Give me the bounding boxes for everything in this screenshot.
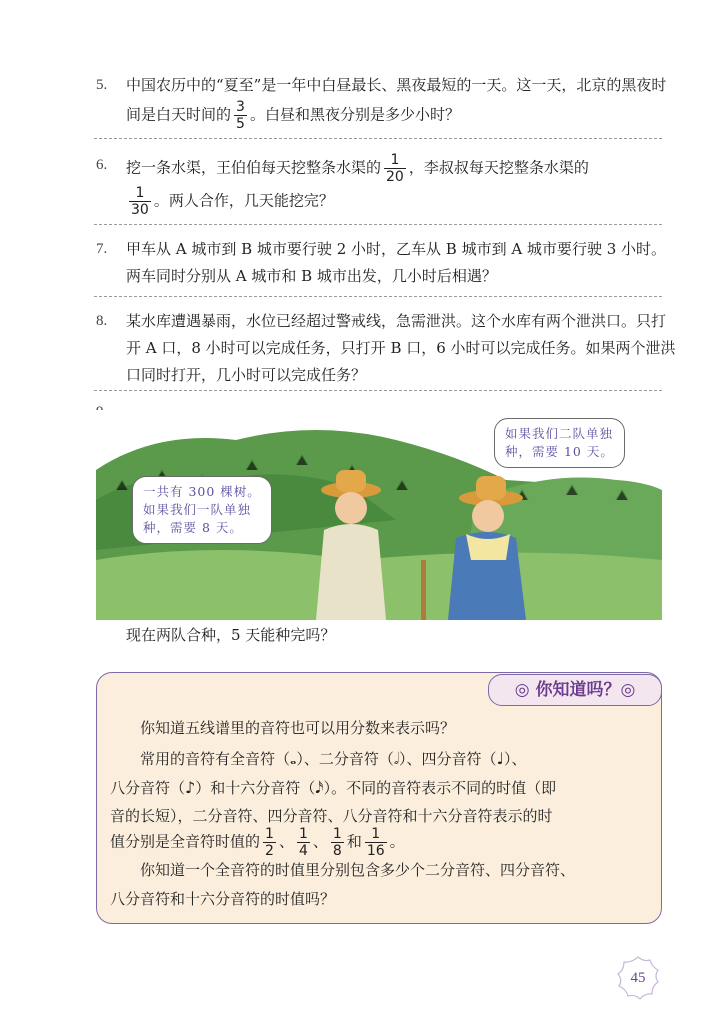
illustration-tree-planting xyxy=(96,410,662,620)
problem-text: 中国农历中的“夏至”是一年中白昼最长、黑夜最短的一天。这一天，北京的黑夜时间是白天时间的 xyxy=(126,76,667,124)
speech-bubble-team-one: 一共有 300 棵树。 如果我们一队单独 种，需要 8 天。 xyxy=(132,476,272,544)
fraction: $\frac{1}{20}$ xyxy=(386,152,404,185)
did-you-know-line: 音的长短），二分音符、四分音符、八分音符和十六分音符表示的时 xyxy=(110,807,553,825)
problem-6 xyxy=(96,152,676,218)
did-you-know-line: 值分别是全音符时值的 $\frac{1}{2}$ 、 $\frac{1}{4}$ 、 $\frac{1}{8}$ 和 $\frac{1}{16}$ 。 xyxy=(110,826,405,859)
whole-note-icon: 𝅝 xyxy=(290,749,297,768)
fraction: $\frac{1}{16}$ xyxy=(366,826,385,859)
problem-text: ，李叔叔每天挖整条水渠的 xyxy=(408,158,589,177)
problem-text: 挖一条水渠，王伯伯每天挖整条水渠的 xyxy=(126,158,382,177)
half-note-icon: 𝅗𝅥 xyxy=(393,749,399,768)
divider xyxy=(94,138,662,139)
problem-number: 5. xyxy=(96,77,108,93)
problem-number: 7. xyxy=(96,241,108,257)
did-you-know-line: 常用的音符有全音符（𝅝）、二分音符（𝅗𝅥）、四分音符（♩）、 xyxy=(140,749,527,768)
problem-text: 。白昼和黑夜分别是多少小时？ xyxy=(249,105,460,124)
problem-7 xyxy=(96,236,676,290)
divider xyxy=(94,390,662,391)
problem-number: 8. xyxy=(96,313,108,329)
problem-text: 甲车从 A 城市到 B 城市要行驶 2 小时，乙车从 B 城市到 A 城市要行驶 3 小时。两车同时分别从 A 城市和 B 城市出发，几小时后相遇？ xyxy=(126,240,667,285)
fraction: $\frac{1}{4}$ xyxy=(298,826,308,859)
did-you-know-line: 你知道五线谱里的音符也可以用分数来表示吗？ xyxy=(140,719,456,737)
page-number: 45 xyxy=(630,970,646,986)
divider xyxy=(94,296,662,297)
problem-5 xyxy=(96,72,676,132)
did-you-know-line: 八分音符（♪）和十六分音符（𝅘𝅥𝅯）。不同的音符表示不同的时值（即 xyxy=(110,778,557,797)
fraction: $\frac{1}{8}$ xyxy=(332,826,342,859)
sixteenth-note-icon: 𝅘𝅥𝅯 xyxy=(315,778,324,797)
fraction: $\frac{3}{5}$ xyxy=(236,99,245,132)
divider xyxy=(94,224,662,225)
did-you-know-line: 八分音符和十六分音符的时值吗？ xyxy=(110,890,336,908)
fraction: $\frac{1}{2}$ xyxy=(265,826,274,859)
problem-8 xyxy=(96,308,676,389)
problem-number: 6. xyxy=(96,157,108,173)
problem-9-question: 现在两队合种，5 天能种完吗？ xyxy=(126,626,336,644)
fraction: $\frac{1}{30}$ xyxy=(131,185,149,218)
eighth-note-icon: ♪ xyxy=(185,778,196,797)
quarter-note-icon: ♩ xyxy=(496,749,505,768)
problem-text: 。两人合作，几天能挖完？ xyxy=(153,191,334,210)
speech-bubble-team-two: 如果我们二队单独 种，需要 10 天。 xyxy=(494,418,625,468)
did-you-know-title: ◎ 你知道吗？◎ xyxy=(488,674,662,706)
problem-text: 某水库遭遇暴雨，水位已经超过警戒线，急需泄洪。这个水库有两个泄洪口。只打开 A 口，8 小时可以完成任务，只打开 B 口，6 小时可以完成任务。如果两个泄洪口同时打开，几小时可以完成任务？ xyxy=(126,312,676,384)
did-you-know-line: 你知道一个全音符的时值里分别包含多少个二分音符、四分音符、 xyxy=(140,861,576,879)
